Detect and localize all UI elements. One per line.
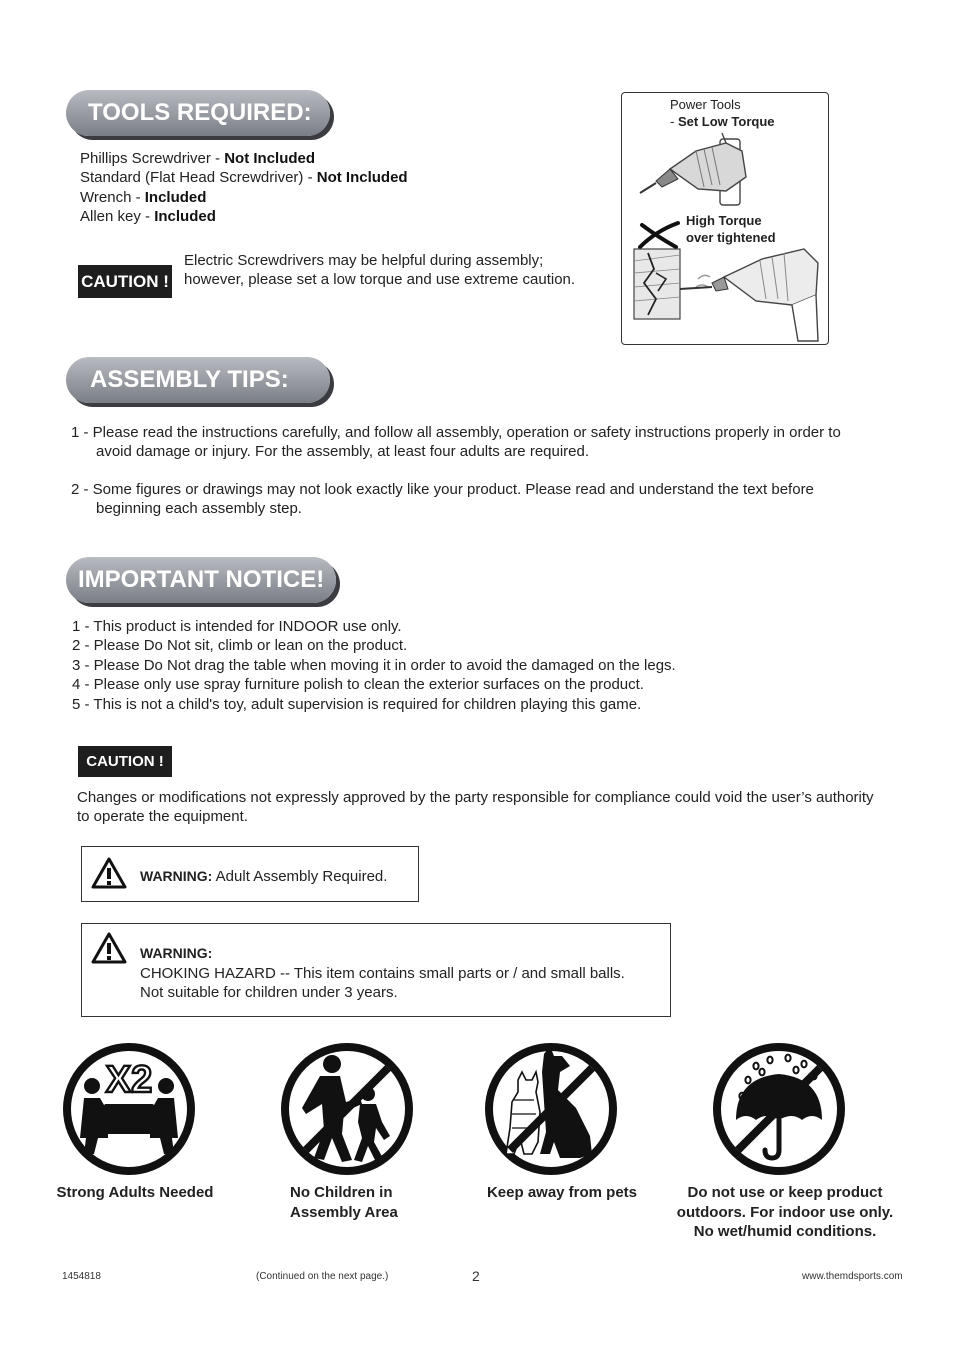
power-tools-title: Power Tools: [670, 97, 741, 112]
tools-caution-badge: CAUTION !: [78, 265, 172, 298]
power-tools-panel: [621, 92, 829, 345]
tool-item: Phillips Screwdriver - Not Included: [80, 150, 316, 167]
no-outdoor-icon: [712, 1042, 846, 1176]
continued-note: (Continued on the next page.): [256, 1271, 389, 1282]
warning-box-choking-hazard: [81, 923, 671, 1017]
low-torque-label: - Set Low Torque: [670, 114, 775, 129]
warning-text-adult-assembly: WARNING: Adult Assembly Required.: [140, 868, 388, 885]
sign-label-strong-adults: Strong Adults Needed: [56, 1184, 214, 1201]
warning-triangle-icon: [90, 856, 128, 890]
strong-adults-icon: [62, 1042, 196, 1176]
notice-item: 5 - This is not a child's toy, adult supervision is required for children playing this game.: [72, 695, 642, 713]
tool-item: Wrench - Included: [80, 188, 207, 206]
notice-item: 4 - Please only use spray furniture polish to clean the exterior surfaces on the product.: [72, 676, 644, 694]
high-torque-label: High Torque over tightened: [686, 213, 776, 245]
product-code: 1454818: [62, 1271, 101, 1282]
sign-label-no-children: No Children in Assembly Area: [290, 1184, 398, 1221]
notice-caution-badge: CAUTION !: [78, 746, 172, 777]
tools-list: [80, 149, 408, 227]
important-notice-heading-text: IMPORTANT NOTICE!: [78, 566, 325, 593]
assembly-tips-heading: [66, 357, 330, 403]
important-notice-heading: [66, 557, 336, 603]
tool-item: Allen key - Included: [80, 208, 216, 226]
tools-required-heading: [66, 90, 330, 136]
notice-item: 2 - Please Do Not sit, climb or lean on the product.: [72, 637, 408, 655]
assembly-tip: 2 - Some figures or drawings may not look exactly like your product. Please read and understand the text before beginning each assembly step.: [71, 481, 814, 517]
notice-item: 3 - Please Do Not drag the table when moving it in order to avoid the damaged on the legs.: [72, 656, 676, 674]
assembly-tips-heading-text: ASSEMBLY TIPS:: [90, 366, 289, 393]
warning-triangle-icon: [90, 931, 128, 965]
warning-box-adult-assembly: [81, 846, 419, 902]
sign-label-no-outdoor: Do not use or keep product outdoors. For indoor use only. No wet/humid conditions.: [676, 1184, 894, 1241]
website-url: www.themdsports.com: [802, 1271, 903, 1282]
tools-required-heading-text: TOOLS REQUIRED:: [88, 99, 312, 126]
no-pets-icon: [484, 1042, 618, 1176]
notice-list: [72, 617, 676, 714]
page-number: 2: [472, 1268, 480, 1284]
notice-item: 1 - This product is intended for INDOOR use only.: [72, 618, 402, 635]
drill-high-torque-icon: [632, 243, 822, 343]
assembly-tip: 1 - Please read the instructions carefully, and follow all assembly, operation or safety instructions properly in order to avoid damage or injury. For the assembly, at least four adults are required.: [71, 424, 841, 460]
notice-caution-text: Changes or modifications not expressly approved by the party responsible for compliance could void the user’s authority to operate the equipment.: [77, 789, 874, 826]
warning-text-choking-hazard: WARNING: CHOKING HAZARD -- This item contains small parts or / and small balls. Not suitable for children under 3 years.: [140, 945, 625, 1001]
sign-label-no-pets: Keep away from pets: [486, 1184, 638, 1201]
no-children-icon: [280, 1042, 414, 1176]
x2-badge: X2: [105, 1059, 153, 1101]
drill-low-torque-icon: [634, 129, 754, 213]
tool-item: Standard (Flat Head Screwdriver) - Not Included: [80, 169, 408, 187]
tools-caution-text: Electric Screwdrivers may be helpful during assembly; however, please set a low torque and use extreme caution.: [184, 252, 576, 289]
